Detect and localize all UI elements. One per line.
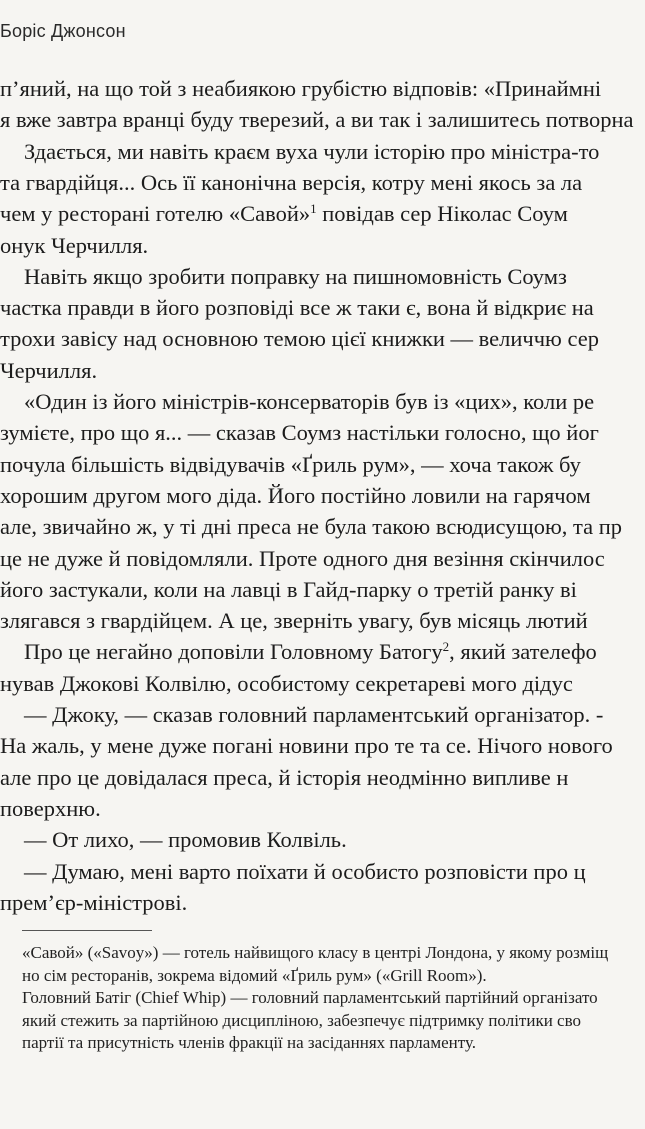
text-line-content: але про це довідалася преса, й історія неодмінно випливе н [0,764,569,790]
text-line-content: його застукали, коли на лавці в Гайд-парку о третій ранку ві [0,576,577,602]
text-line-content: «Один із його міністрів-консерваторів був із «цих», коли ре [24,389,595,414]
text-line [0,168,582,198]
footnote-ref: 2 [442,639,450,655]
text-line [0,450,581,480]
text-line-continuation: повідав сер Ніколас Соум [316,201,568,227]
text-line-content: Черчилля. [0,357,98,383]
text-line-content: але, звичайно ж, у ті дні преса не була такою всюдисущою, та пр [0,514,623,540]
text-line [0,575,577,605]
text-line [0,544,605,574]
text-line [24,857,586,887]
text-line-content: трохи завісу над основною темою цієї книжки — величчю сер [0,326,599,352]
text-line [0,293,594,323]
text-line [0,105,634,135]
footnote-line: но сім ресторанів, зокрема відомий «Ґриль рум» («Grill Room»). [22,965,487,985]
text-line [0,794,101,824]
text-line-content: онук Черчилля. [0,232,149,258]
text-line-content: це не дуже й повідомляли. Проте одного дня везіння скінчилос [0,545,605,571]
text-line [24,387,594,417]
footnote-rule [22,930,152,931]
text-line-content: — Думаю, мені варто поїхати й особисто розповісти про ц [24,858,586,884]
text-line [0,669,573,699]
text-line [0,356,97,386]
text-line [0,512,622,542]
text-line [0,481,591,511]
text-line-content: На жаль, у мене дуже погані новини про те та се. Нічого нового [0,733,613,759]
text-line-content: Про це негайно доповіли Головному Батогу [24,639,443,665]
text-line [0,731,613,761]
text-line-continuation: , який зателефо [449,639,597,665]
text-line-content: Навіть якщо зробити поправку на пишномовність Соумз [24,263,567,289]
text-line-content: поверхню. [0,795,101,821]
text-line-content: Здається, ми навіть краєм вуха чули історію про міністра-то [24,138,600,164]
text-line [0,418,599,448]
text-line [24,700,603,730]
footnote-line: партії та присутність членів фракції на засіданнях парламенту. [22,1033,476,1052]
text-line [24,637,597,667]
running-head: Боріс Джонсон [0,21,126,41]
text-line-content: чем у ресторані готелю «Савой» [0,201,311,227]
text-line [0,763,568,793]
text-line [0,199,568,229]
text-line-content: та гвардійця... Ось її канонічна версія, котру мені якось за ла [0,169,583,195]
text-line-content: злягався з гвардійцем. А це, зверніть увагу, був місяць лютий [0,608,588,634]
text-line-content: я вже завтра вранці буду тверезий, а ви так і залишитесь потворна [0,107,634,133]
text-line [24,137,599,167]
text-line-content: прем’єр-міністрові. [0,889,188,915]
footnote-ref: 1 [310,201,317,217]
text-line [0,231,148,261]
text-line-content: п’яний, на що той з неабиякою грубістю відповів: «Принаймні [0,76,602,101]
text-line [0,74,601,104]
text-line-content: нував Джокові Колвілю, особистому секретареві мого дідус [0,670,573,696]
text-line [0,888,187,918]
text-line-content: почула більшість відвідувачів «Ґриль рум», — хоча також бу [0,451,581,477]
text-line [24,825,347,855]
text-line [0,606,588,636]
text-line [24,262,567,292]
footnote-line: Головний Батіг (Chief Whip) — головний парламентський партійний організато [22,988,598,1007]
text-line [0,324,599,354]
text-line-content: — Джоку, — сказав головний парламентський організатор. - [24,702,604,727]
footnote-line: «Савой» («Savoy») — готель найвищого класу в центрі Лондона, у якому розміщ [22,943,609,962]
text-line-content: зумієте, про що я... — сказав Соумз настільки голосно, що йог [0,420,599,446]
text-line-content: хорошим другом мого діда. Його постійно ловили на гарячом [0,482,591,508]
text-line-content: частка правди в його розповіді все ж таки є, вона й відкриє на [0,295,594,321]
text-line-content: — От лихо, — промовив Колвіль. [24,827,347,853]
footnote-line: який стежить за партійною дисципліною, забезпечує підтримку політики сво [22,1010,582,1030]
